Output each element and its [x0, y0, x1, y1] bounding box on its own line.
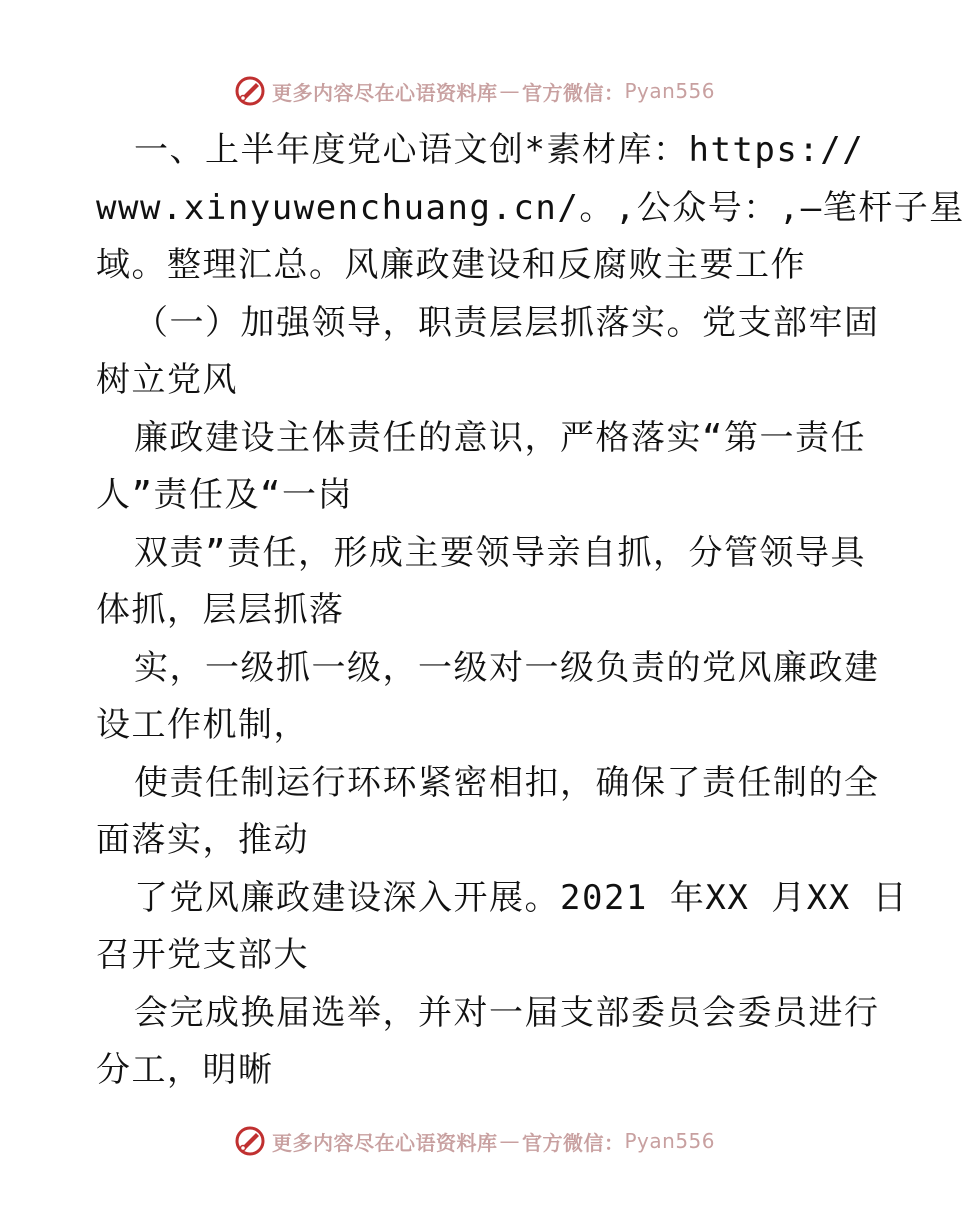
paragraph-line: 使责任制运行环环紧密相扣，确保了责任制的全	[134, 762, 880, 803]
header-watermark	[234, 74, 715, 108]
watermark-label: 官方微信：	[522, 80, 625, 105]
red-seal-logo-icon	[234, 1125, 266, 1157]
watermark-handle: Pyan556	[624, 1129, 716, 1153]
footer-watermark	[234, 1124, 715, 1158]
watermark-separator: —	[499, 79, 520, 103]
document-body	[96, 122, 965, 1100]
paragraph-line: 面落实，推动	[96, 820, 309, 860]
paragraph-line: 实，一级抓一级，一级对一级负责的党风廉政建	[134, 647, 880, 688]
paragraph-line: www.xinyuwenchuang.cn/。,公众号：,—笔杆子星	[96, 187, 965, 228]
paragraph-line: 域。整理汇总。风廉政建设和反腐败主要工作	[96, 245, 806, 285]
paragraph-line: （一）加强领导，职责层层抓落实。党支部牢固	[134, 302, 880, 343]
paragraph-line: 召开党支部大	[96, 935, 309, 975]
paragraph-line: 了党风廉政建设深入开展。2021 年XX 月XX 日	[134, 877, 909, 918]
paragraph-line: 双责”责任，形成主要领导亲自抓，分管领导具	[134, 532, 866, 573]
watermark-text: 更多内容尽在心语资料库	[272, 1130, 498, 1155]
paragraph-line: 体抓，层层抓落	[96, 590, 345, 630]
paragraph-line: 树立党风	[96, 360, 238, 400]
watermark-text: 更多内容尽在心语资料库	[272, 80, 498, 105]
paragraph-line: 人”责任及“一岗	[96, 475, 353, 515]
paragraph-line: 设工作机制，	[96, 705, 309, 745]
watermark-label: 官方微信：	[522, 1130, 625, 1155]
red-seal-logo-icon	[234, 75, 266, 107]
paragraph-line: 分工，明晰	[96, 1050, 274, 1090]
paragraph-line: 会完成换届选举，并对一届支部委员会委员进行	[134, 992, 880, 1033]
paragraph-line: 廉政建设主体责任的意识，严格落实“第一责任	[134, 417, 866, 458]
paragraph-line: 一、上半年度党心语文创*素材库：https://	[134, 130, 865, 170]
watermark-handle: Pyan556	[624, 79, 716, 103]
watermark-separator: —	[499, 1129, 520, 1153]
